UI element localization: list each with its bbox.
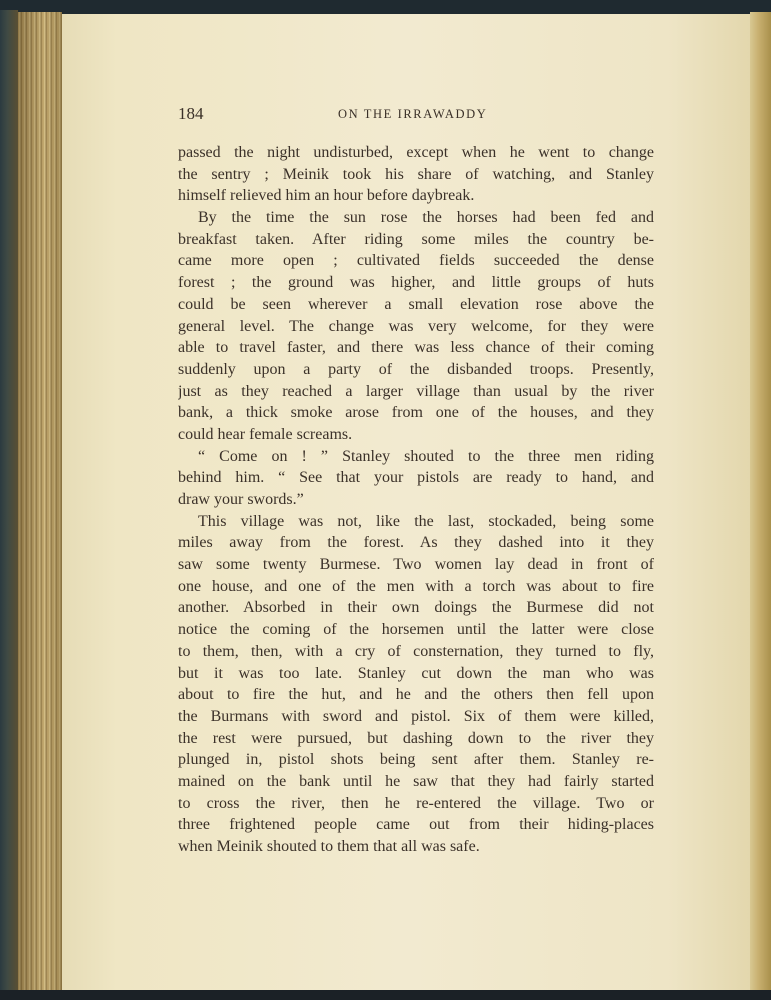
- bottom-dark-border: [0, 990, 771, 1000]
- page-header: [178, 104, 654, 128]
- text-line: behind him. “ See that your pistols are ready to hand, and: [178, 469, 654, 487]
- text-line: saw some twenty Burmese. Two women lay dead in front of: [178, 556, 654, 574]
- text-line: This village was not, like the last, stockaded, being some: [198, 512, 654, 530]
- text-line: three frightened people came out from their hiding-places: [178, 816, 654, 834]
- text-line: mained on the bank until he saw that they had fairly started: [178, 772, 654, 790]
- page-edges-shade: [18, 12, 62, 994]
- text-line: bank, a thick smoke arose from one of the houses, and they: [178, 404, 654, 422]
- text-line: miles away from the forest. As they dashed into it they: [178, 534, 654, 552]
- text-line: one house, and one of the men with a torch was about to fire: [178, 577, 654, 595]
- text-line: notice the coming of the horsemen until the latter were close: [178, 621, 654, 639]
- text-line: another. Absorbed in their own doings the Burmese did not: [178, 599, 654, 617]
- text-line: could be seen wherever a small elevation rose above the: [178, 295, 654, 313]
- text-line: forest ; the ground was higher, and little groups of huts: [178, 274, 654, 292]
- text-line: but it was too late. Stanley cut down the man who was: [178, 664, 654, 682]
- text-line: general level. The change was very welcome, for they were: [178, 317, 654, 335]
- text-line: plunged in, pistol shots being sent after them. Stanley re-: [178, 751, 654, 769]
- text-line: draw your swords.”: [178, 491, 304, 508]
- text-line: By the time the sun rose the horses had been fed and: [198, 209, 654, 227]
- text-line: the sentry ; Meinik took his share of watching, and Stanley: [178, 165, 654, 183]
- text-line: to cross the river, then he re-entered the village. Two or: [178, 794, 654, 812]
- text-line: suddenly upon a party of the disbanded troops. Presently,: [178, 360, 654, 378]
- text-line: himself relieved him an hour before daybreak.: [178, 187, 475, 205]
- text-line: could hear female screams.: [178, 425, 353, 443]
- text-line: passed the night undisturbed, except when he went to change: [178, 144, 654, 161]
- text-line: to them, then, with a cry of consternation, they turned to fly,: [178, 642, 654, 660]
- text-line: the Burmans with sword and pistol. Six of them were killed,: [178, 707, 654, 725]
- text-line: the rest were pursued, but dashing down to the river they: [178, 729, 654, 747]
- page-number: 184: [178, 104, 204, 123]
- body-text: [178, 142, 654, 858]
- text-line: “ Come on ! ” Stanley shouted to the three men riding: [198, 447, 654, 465]
- text-line: just as they reached a larger village than usual by the river: [178, 382, 654, 400]
- text-line: able to travel faster, and there was less chance of their coming: [178, 339, 654, 357]
- running-title: ON THE IRRAWADDY: [338, 107, 488, 121]
- book-spine: [0, 10, 18, 995]
- page-edge-right: [750, 12, 771, 994]
- text-line: about to fire the hut, and he and the others then fell upon: [178, 686, 654, 704]
- text-line: breakfast taken. After riding some miles the country be-: [178, 230, 654, 248]
- text-line: when Meinik shouted to them that all was safe.: [178, 838, 480, 855]
- text-line: came more open ; cultivated fields succeeded the dense: [178, 252, 654, 270]
